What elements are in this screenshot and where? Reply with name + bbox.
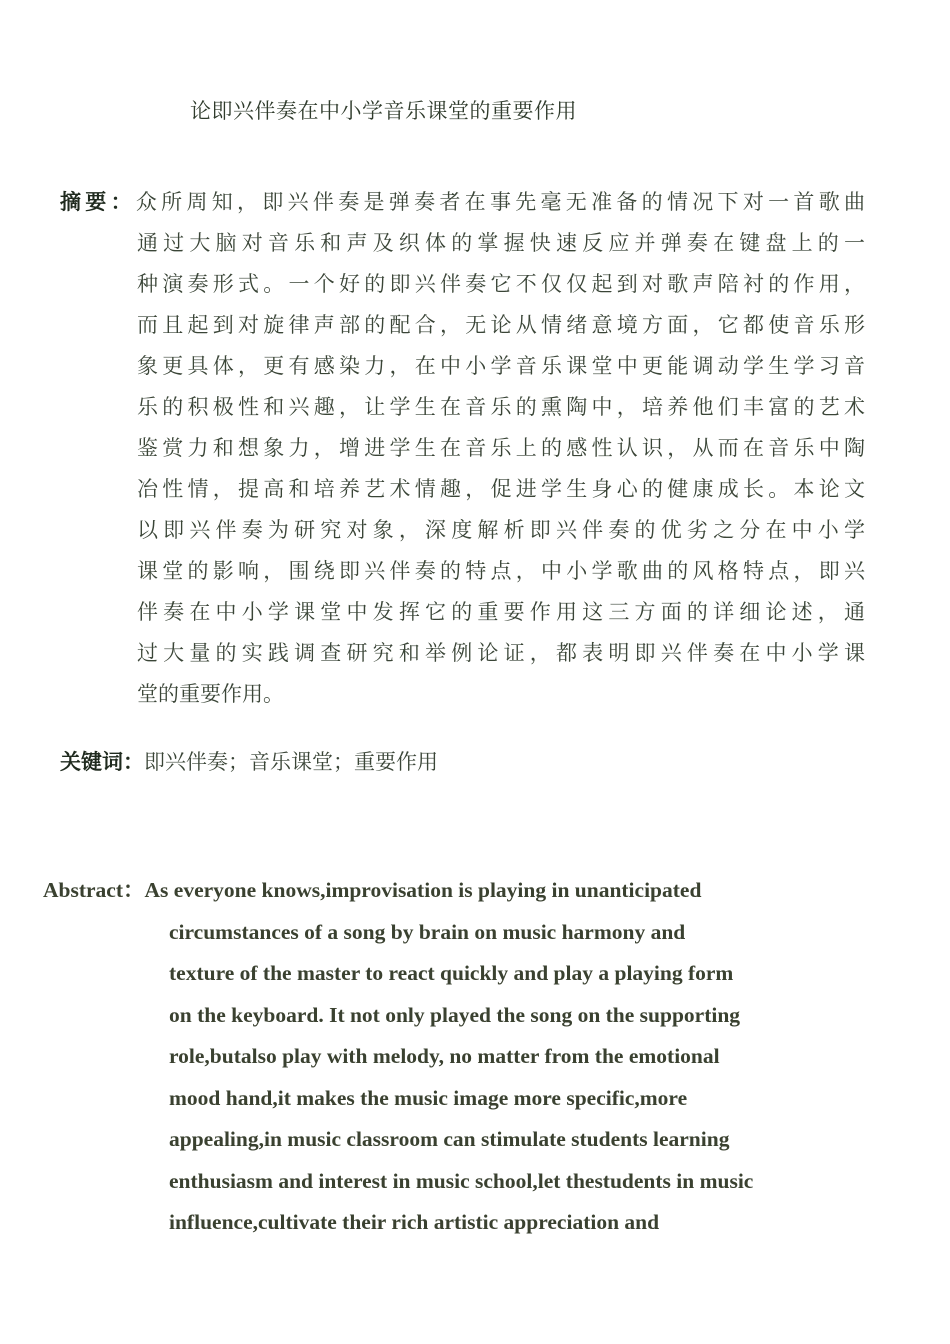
abstract-en-line: mood hand,it makes the music image more specific,more xyxy=(169,1085,688,1110)
abstract-cn-line: 通过大脑对音乐和声及织体的掌握快速反应并弹奏在键盘上的一 xyxy=(137,231,865,255)
abstract-en-line: circumstances of a song by brain on music harmony and xyxy=(169,919,686,944)
abstract-en-line: enthusiasm and interest in music school,let thestudents in music xyxy=(169,1168,754,1193)
abstract-cn-line: 而且起到对旋律声部的配合，无论从情绪意境方面，它都使音乐形 xyxy=(137,313,865,337)
abstract-en-line: on the keyboard. It not only played the song on the supporting xyxy=(169,1002,741,1027)
abstract-cn-line: 课堂的影响，围绕即兴伴奏的特点，中小学歌曲的风格特点，即兴 xyxy=(137,559,865,583)
keywords-line xyxy=(60,742,438,783)
abstract-cn-line: 鉴赏力和想象力，增进学生在音乐上的感性认识，从而在音乐中陶 xyxy=(137,436,865,460)
paper-title: 论即兴伴奏在中小学音乐课堂的重要作用 xyxy=(190,99,577,123)
abstract-en-line: texture of the master to react quickly and play a playing form xyxy=(169,961,734,985)
abstract-en-line: appealing,in music classroom can stimulate students learning xyxy=(169,1127,730,1151)
abstract-en-label: Abstract： xyxy=(43,878,145,902)
abstract-cn-line: 以即兴伴奏为研究对象，深度解析即兴伴奏的优劣之分在中小学 xyxy=(137,518,865,542)
abstract-cn-line: 象更具体，更有感染力，在中小学音乐课堂中更能调动学生学习音 xyxy=(137,354,865,378)
english-abstract xyxy=(43,870,863,1244)
abstract-en-line: influence,cultivate their rich artistic appreciation and xyxy=(169,1210,660,1234)
abstract-en-text: As everyone knows,improvisation is playing in unanticipated xyxy=(144,878,702,902)
abstract-cn-line: 冶性情，提高和培养艺术情趣，促进学生身心的健康成长。本论文 xyxy=(137,477,865,501)
keywords-label: 关键词： xyxy=(60,750,144,774)
abstract-en-line: role,butalso play with melody, no matter from the emotional xyxy=(169,1044,720,1068)
abstract-cn-text: 众所周知，即兴伴奏是弹奏者在事先毫无准备的情况下对一首歌曲 xyxy=(135,190,866,214)
keywords-text: 即兴伴奏；音乐课堂；重要作用 xyxy=(144,750,438,774)
abstract-cn-line: 种演奏形式。一个好的即兴伴奏它不仅仅起到对歌声陪衬的作用， xyxy=(137,272,865,296)
chinese-abstract xyxy=(60,182,865,715)
abstract-en-line xyxy=(43,870,863,912)
abstract-cn-line xyxy=(60,182,865,223)
abstract-cn-line: 过大量的实践调查研究和举例论证，都表明即兴伴奏在中小学课 xyxy=(137,641,865,665)
abstract-cn-line: 伴奏在中小学课堂中发挥它的重要作用这三方面的详细论述，通 xyxy=(137,600,865,624)
abstract-cn-label: 摘要： xyxy=(60,190,136,214)
abstract-cn-line: 堂的重要作用。 xyxy=(137,682,284,706)
abstract-cn-line: 乐的积极性和兴趣，让学生在音乐的熏陶中，培养他们丰富的艺术 xyxy=(137,395,865,419)
